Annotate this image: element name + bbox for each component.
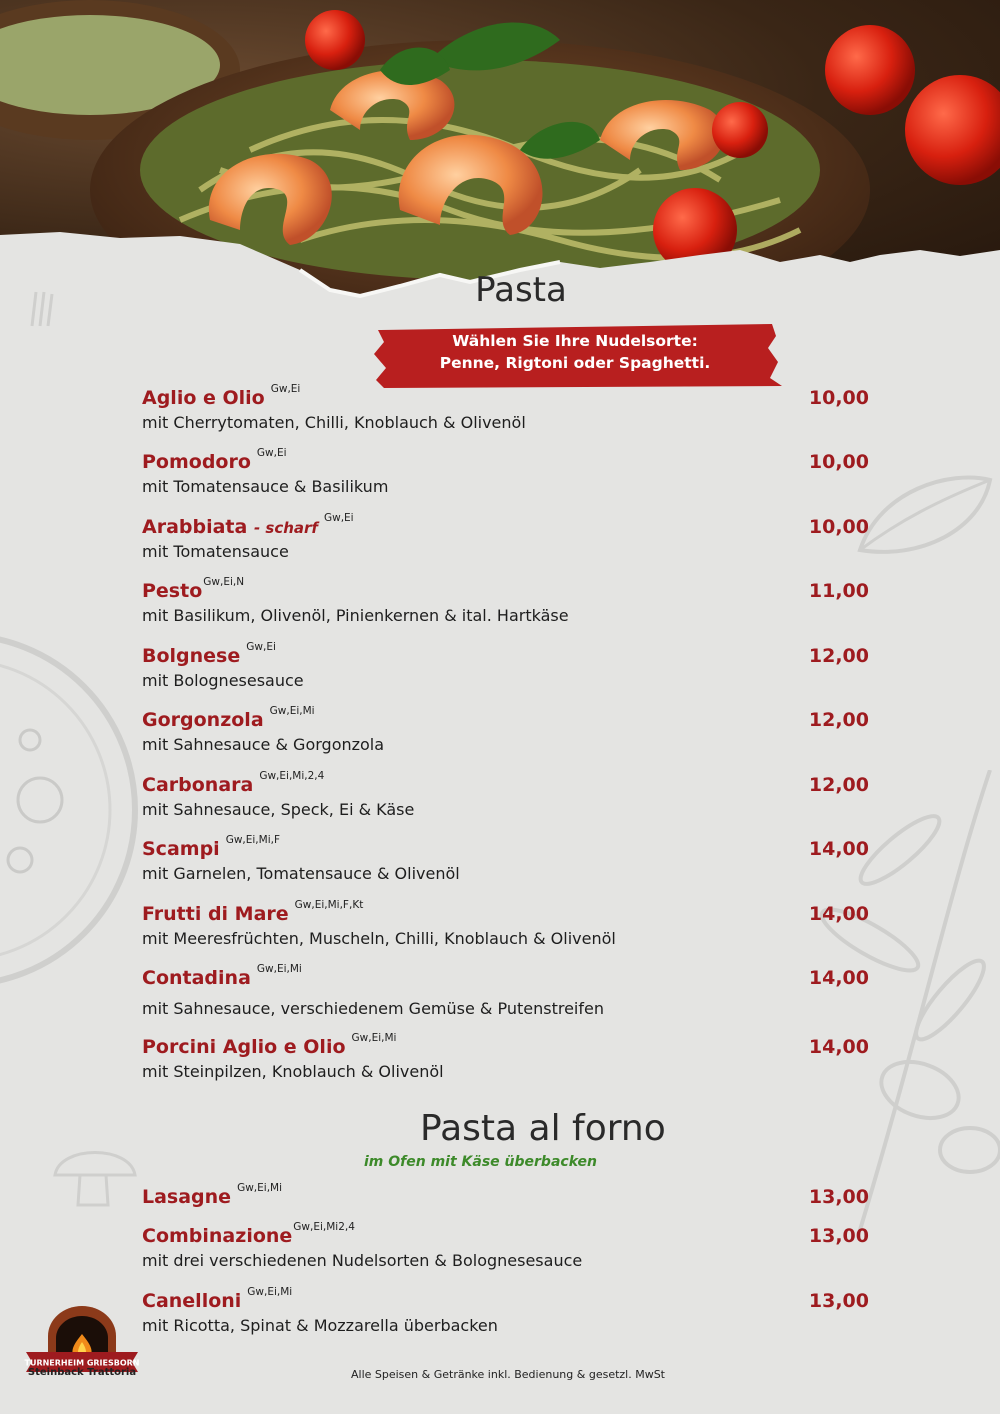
item-price: 12,00	[808, 774, 869, 796]
noodle-choice-text	[372, 330, 778, 374]
allergens: Gw,Ei,Mi	[247, 1286, 293, 1298]
menu-item	[142, 1032, 872, 1081]
item-name: Scampi	[142, 838, 220, 860]
menu-item	[142, 1182, 872, 1208]
item-price: 12,00	[808, 645, 869, 667]
item-description: mit Basilikum, Olivenöl, Pinienkernen & ital. Hartkäse	[142, 606, 569, 625]
item-price: 12,00	[808, 709, 869, 731]
item-description: mit Steinpilzen, Knoblauch & Olivenöl	[142, 1062, 444, 1081]
item-description: mit Cherrytomaten, Chilli, Knoblauch & Olivenöl	[142, 413, 526, 432]
item-description: mit Sahnesauce, Speck, Ei & Käse	[142, 800, 415, 819]
item-description: mit Garnelen, Tomatensauce & Olivenöl	[142, 864, 460, 883]
item-description: mit Sahnesauce & Gorgonzola	[142, 735, 385, 754]
item-price: 13,00	[808, 1290, 869, 1312]
menu-item	[142, 447, 872, 496]
allergens: Gw,Ei	[246, 641, 276, 653]
menu-item	[142, 1286, 872, 1335]
section-subtitle-forno: im Ofen mit Käse überbacken	[364, 1154, 597, 1170]
item-name: Aglio e Olio	[142, 387, 265, 409]
allergens: Gw,Ei,Mi	[351, 1032, 397, 1044]
allergens: Gw,Ei,Mi	[269, 705, 315, 717]
banner-line2: Penne, Rigtoni oder Spaghetti.	[439, 354, 711, 372]
footer-note: Alle Speisen & Getränke inkl. Bedienung & gesetzl. MwSt	[350, 1368, 665, 1381]
item-description: mit Tomatensauce & Basilikum	[142, 477, 389, 496]
item-description: mit drei verschiedenen Nudelsorten & Bolognesesauce	[142, 1251, 583, 1270]
spicy-note: - scharf	[253, 519, 318, 537]
item-price: 14,00	[808, 903, 869, 925]
item-name: Frutti di Mare	[142, 903, 289, 925]
item-name: Porcini Aglio e Olio	[142, 1036, 346, 1058]
item-price: 13,00	[808, 1186, 869, 1208]
allergens: Gw,Ei,N	[203, 576, 245, 588]
item-name: Canelloni	[142, 1290, 242, 1312]
item-description: mit Ricotta, Spinat & Mozzarella überbacken	[142, 1316, 498, 1335]
item-price: 14,00	[808, 1036, 869, 1058]
item-description: mit Sahnesauce, verschiedenem Gemüse & Putenstreifen	[142, 999, 604, 1018]
item-name: Bolgnese	[142, 645, 241, 667]
item-price: 13,00	[808, 1225, 869, 1247]
item-price: 14,00	[808, 838, 869, 860]
item-price: 10,00	[808, 516, 869, 538]
pizza-sketch-icon	[0, 600, 140, 1020]
item-name: Pomodoro	[142, 451, 251, 473]
menu-item	[142, 576, 872, 625]
item-name: Pesto	[142, 580, 203, 602]
allergens: Gw,Ei,Mi	[237, 1182, 283, 1194]
allergens: Gw,Ei,Mi,F,Kt	[294, 899, 364, 911]
menu-item	[142, 834, 872, 883]
menu-item	[142, 705, 872, 754]
logo-subtitle: Steinback Trattoria	[27, 1367, 137, 1378]
menu-item	[142, 963, 872, 1018]
menu-item	[142, 512, 872, 561]
menu-item	[142, 383, 872, 432]
item-price: 10,00	[808, 451, 869, 473]
allergens: Gw,Ei	[256, 447, 287, 459]
allergens: Gw,Ei,Mi,F	[225, 834, 280, 846]
menu-item	[142, 770, 872, 819]
mushroom-icon	[50, 1140, 140, 1210]
page-title: Pasta	[475, 270, 567, 310]
allergens: Gw,Ei,Mi2,4	[293, 1221, 355, 1233]
allergens: Gw,Ei	[270, 383, 301, 395]
logo-arc-text: TURNERHEIM GRIESBORN	[24, 1358, 140, 1368]
menu-item	[142, 1221, 872, 1270]
menu-item	[142, 899, 872, 948]
item-description: mit Tomatensauce	[142, 542, 289, 561]
allergens: Gw,Ei,Mi	[256, 963, 302, 975]
item-price: 10,00	[808, 387, 869, 409]
item-name: Contadina	[142, 967, 251, 989]
allergens: Gw,Ei,Mi,2,4	[259, 770, 325, 782]
item-price: 14,00	[808, 967, 869, 989]
banner-line1: Wählen Sie Ihre Nudelsorte:	[452, 332, 698, 350]
item-name: Arabbiata	[142, 516, 248, 538]
item-name: Combinazione	[142, 1225, 293, 1247]
item-name: Lasagne	[142, 1186, 232, 1208]
item-price: 11,00	[808, 580, 869, 602]
item-name: Carbonara	[142, 774, 254, 796]
item-name: Gorgonzola	[142, 709, 264, 731]
item-description: mit Meeresfrüchten, Muscheln, Chilli, Knoblauch & Olivenöl	[142, 929, 616, 948]
menu-item	[142, 641, 872, 690]
item-description: mit Bolognesesauce	[142, 671, 304, 690]
allergens: Gw,Ei	[323, 512, 354, 524]
section-title-forno: Pasta al forno	[420, 1108, 666, 1149]
torn-paper-edge	[0, 0, 1000, 300]
